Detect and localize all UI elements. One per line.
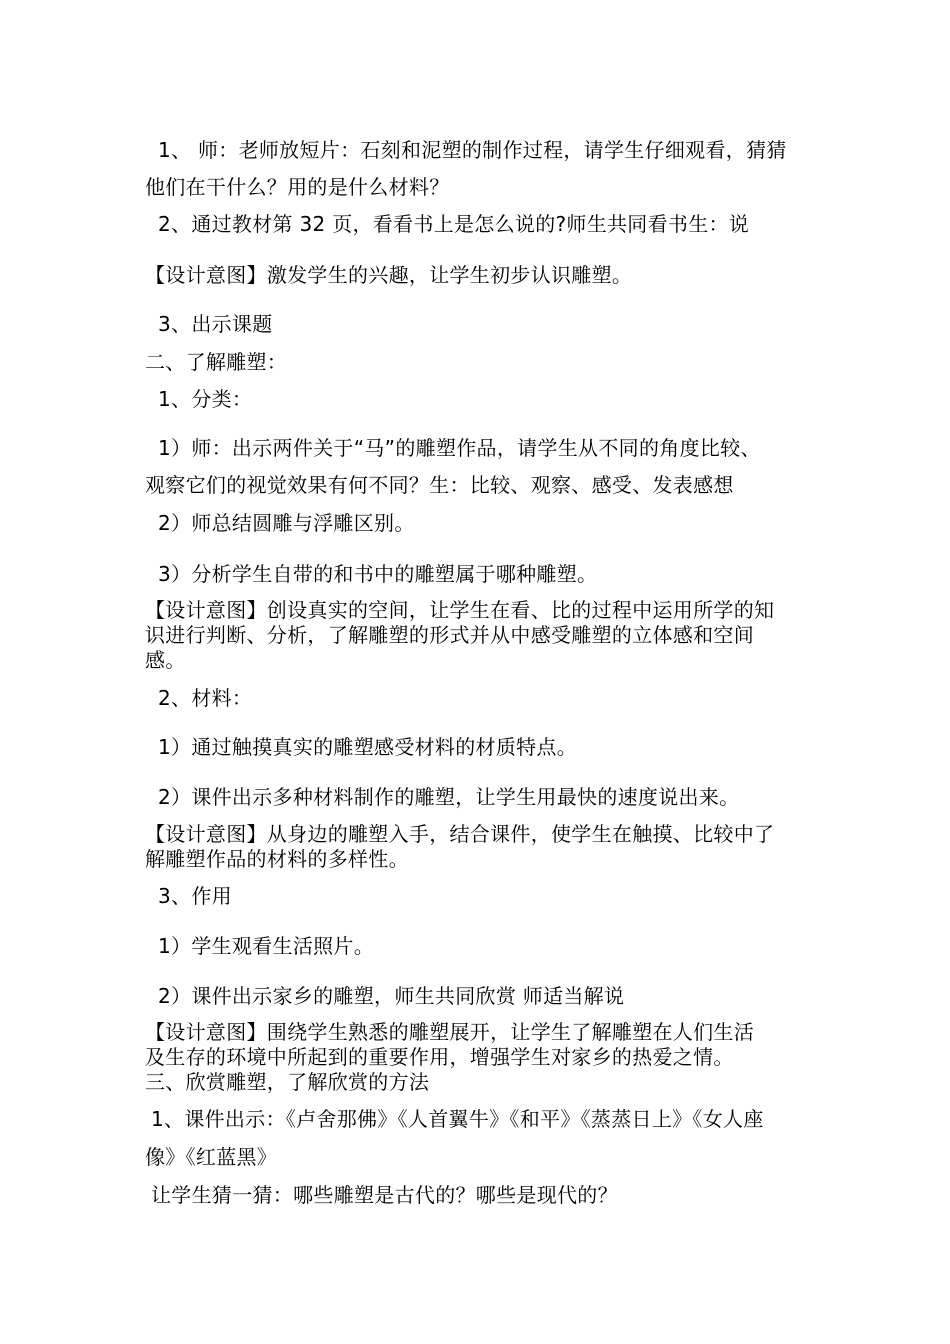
text-line: 让学生猜一猜：哪些雕塑是古代的？哪些是现代的？ — [151, 1183, 618, 1207]
section-heading: 三、欣赏雕塑，了解欣赏的方法 — [145, 1070, 430, 1094]
text-line: 1）通过触摸真实的雕塑感受材料的材质特点。 — [158, 735, 578, 759]
text-line: 3、作用 — [158, 884, 232, 908]
text-line: 解雕塑作品的材料的多样性。 — [145, 847, 409, 871]
text-line: 1）师：出示两件关于“马”的雕塑作品，请学生从不同的角度比较、 — [158, 436, 761, 460]
text-line: 2）课件出示家乡的雕塑，师生共同欣赏 师适当解说 — [158, 984, 625, 1008]
text-line: 像》《红蓝黑》 — [145, 1145, 278, 1169]
text-line: 识进行判断、分析，了解雕塑的形式并从中感受雕塑的立体感和空间 — [145, 623, 754, 647]
text-line: 感。 — [145, 648, 186, 672]
design-intent-line: 【设计意图】从身边的雕塑入手，结合课件，使学生在触摸、比较中了 — [145, 822, 775, 846]
text-line: 观察它们的视觉效果有何不同？生：比较、观察、感受、发表感想 — [145, 473, 734, 497]
text-line: 他们在干什么？用的是什么材料？ — [145, 175, 450, 199]
design-intent-line: 【设计意图】围绕学生熟悉的雕塑展开，让学生了解雕塑在人们生活 — [145, 1020, 754, 1044]
text-line: 2、材料： — [158, 686, 253, 710]
text-line: 1、分类： — [158, 387, 253, 411]
text-line: 3、出示课题 — [158, 312, 273, 336]
section-heading: 二、了解雕塑： — [145, 350, 288, 374]
text-line: 2）师总结圆雕与浮雕区别。 — [158, 511, 415, 535]
text-line: 1、 师：老师放短片：石刻和泥塑的制作过程，请学生仔细观看，猜猜 — [158, 138, 787, 162]
text-line: 1、课件出示：《卢舍那佛》《人首翼牛》《和平》《蒸蒸日上》《女人座 — [151, 1107, 764, 1131]
text-line: 3）分析学生自带的和书中的雕塑属于哪种雕塑。 — [158, 562, 598, 586]
text-line: 2）课件出示多种材料制作的雕塑，让学生用最快的速度说出来。 — [158, 785, 740, 809]
design-intent-line: 【设计意图】激发学生的兴趣，让学生初步认识雕塑。 — [145, 263, 633, 287]
design-intent-line: 【设计意图】创设真实的空间，让学生在看、比的过程中运用所学的知 — [145, 598, 775, 622]
text-line: 1）学生观看生活照片。 — [158, 934, 375, 958]
text-line: 2、通过教材第 32 页，看看书上是怎么说的?师生共同看书生：说 — [158, 212, 750, 236]
text-line: 及生存的环境中所起到的重要作用，增强学生对家乡的热爱之情。 — [145, 1045, 734, 1069]
